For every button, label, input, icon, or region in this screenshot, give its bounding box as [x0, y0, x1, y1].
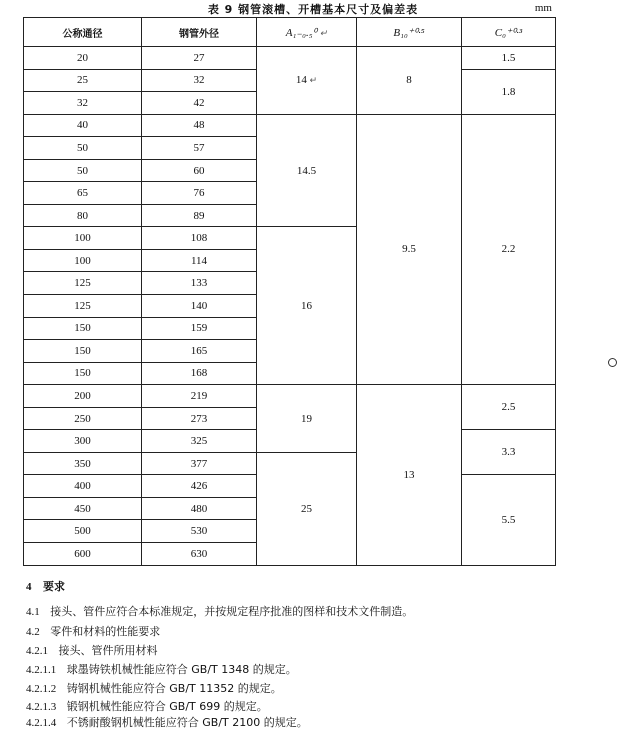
section-text: 锻钢机械性能应符合 GB/T 699 的规定。 [66, 700, 268, 713]
section-text: 要求 [43, 580, 65, 593]
cell-od: 273 [142, 407, 257, 430]
cell-a [257, 47, 357, 115]
circle-mark-icon [608, 358, 617, 367]
section-text: 零件和材料的性能要求 [50, 625, 161, 638]
return-mark: ↵ [309, 75, 318, 86]
header-outer-diameter: 钢管外径 [142, 18, 257, 47]
section-number: 4.2.1.1 [26, 664, 57, 676]
unit-label: mm [534, 2, 552, 14]
section-heading [26, 578, 65, 594]
header-a-dimension [257, 18, 357, 47]
cell-nominal: 150 [24, 340, 142, 363]
cell-od: 219 [142, 385, 257, 408]
cell-od: 42 [142, 92, 257, 115]
cell-nominal: 25 [24, 69, 142, 92]
cell-od: 133 [142, 272, 257, 295]
cell-od: 76 [142, 182, 257, 205]
table-header-row [24, 18, 556, 47]
cell-nominal: 300 [24, 430, 142, 453]
cell-nominal: 80 [24, 204, 142, 227]
cell-nominal: 250 [24, 407, 142, 430]
clause [26, 642, 158, 658]
cell-nominal: 50 [24, 137, 142, 160]
clause [26, 623, 160, 639]
cell-nominal: 20 [24, 47, 142, 70]
cell-od: 48 [142, 114, 257, 137]
cell-nominal: 65 [24, 182, 142, 205]
groove-dimension-table [23, 17, 556, 566]
table-row [24, 114, 556, 137]
clause [26, 603, 413, 619]
cell-od: 426 [142, 475, 257, 498]
cell-od: 168 [142, 362, 257, 385]
cell-nominal: 450 [24, 497, 142, 520]
cell-od: 60 [142, 159, 257, 182]
cell-od: 325 [142, 430, 257, 453]
section-text: 接头、管件所用材料 [58, 644, 158, 657]
cell-od: 159 [142, 317, 257, 340]
header-c-dimension: C₀⁺⁰·³ [462, 18, 556, 47]
cell-a-value: 14 [295, 74, 307, 87]
cell-b: 8 [357, 47, 462, 115]
cell-nominal: 500 [24, 520, 142, 543]
header-b-dimension: B₁₀⁺⁰·⁵ [357, 18, 462, 47]
cell-od: 27 [142, 47, 257, 70]
table-title: 表 9 钢管滚槽、开槽基本尺寸及偏差表 [207, 3, 419, 16]
cell-nominal: 400 [24, 475, 142, 498]
cell-nominal: 100 [24, 249, 142, 272]
cell-b: 9.5 [357, 114, 462, 385]
section-text: 铸钢机械性能应符合 GB/T 11352 的规定。 [66, 682, 282, 695]
cell-nominal: 350 [24, 452, 142, 475]
cell-nominal: 40 [24, 114, 142, 137]
cell-od: 108 [142, 227, 257, 250]
section-number: 4.2 [26, 626, 40, 638]
table-caption-row [0, 0, 626, 18]
clause [26, 680, 282, 696]
return-mark: ↵ [319, 27, 328, 38]
cell-c: 2.5 [462, 385, 556, 430]
cell-od: 89 [142, 204, 257, 227]
cell-a: 19 [257, 385, 357, 453]
cell-od: 480 [142, 497, 257, 520]
cell-b: 13 [357, 385, 462, 565]
cell-od: 630 [142, 543, 257, 566]
cell-c: 1.8 [462, 69, 556, 114]
table-row [24, 47, 556, 70]
section-number: 4 [26, 581, 32, 593]
cell-nominal: 150 [24, 362, 142, 385]
cell-od: 165 [142, 340, 257, 363]
cell-od: 377 [142, 452, 257, 475]
cell-nominal: 50 [24, 159, 142, 182]
section-number: 4.2.1.4 [26, 717, 57, 729]
cell-nominal: 125 [24, 272, 142, 295]
cell-a: 16 [257, 227, 357, 385]
section-text: 不锈耐酸钢机械性能应符合 GB/T 2100 的规定。 [66, 716, 308, 729]
cell-od: 32 [142, 69, 257, 92]
cell-a: 14.5 [257, 114, 357, 227]
clause [26, 661, 297, 677]
cell-c: 1.5 [462, 47, 556, 70]
section-number: 4.2.1.3 [26, 701, 57, 713]
cell-od: 140 [142, 295, 257, 318]
clause [26, 698, 268, 714]
cell-nominal: 100 [24, 227, 142, 250]
header-a-label: A₁₋₀.₅⁰ [285, 26, 317, 39]
cell-nominal: 150 [24, 317, 142, 340]
section-text: 接头、管件应符合本标准规定，并按规定程序批准的图样和技术文件制造。 [50, 605, 414, 618]
cell-od: 530 [142, 520, 257, 543]
cell-c: 2.2 [462, 114, 556, 385]
cell-nominal: 125 [24, 295, 142, 318]
table-row [24, 385, 556, 408]
cell-od: 57 [142, 137, 257, 160]
cell-nominal: 600 [24, 543, 142, 566]
cell-nominal: 32 [24, 92, 142, 115]
header-nominal-diameter: 公称通径 [24, 18, 142, 47]
cell-od: 114 [142, 249, 257, 272]
section-number: 4.1 [26, 606, 40, 618]
cell-nominal: 200 [24, 385, 142, 408]
cell-c: 3.3 [462, 430, 556, 475]
cell-a: 25 [257, 452, 357, 565]
section-text: 球墨铸铁机械性能应符合 GB/T 1348 的规定。 [66, 663, 297, 676]
cell-c: 5.5 [462, 475, 556, 565]
section-number: 4.2.1 [26, 645, 48, 657]
section-number: 4.2.1.2 [26, 683, 57, 695]
